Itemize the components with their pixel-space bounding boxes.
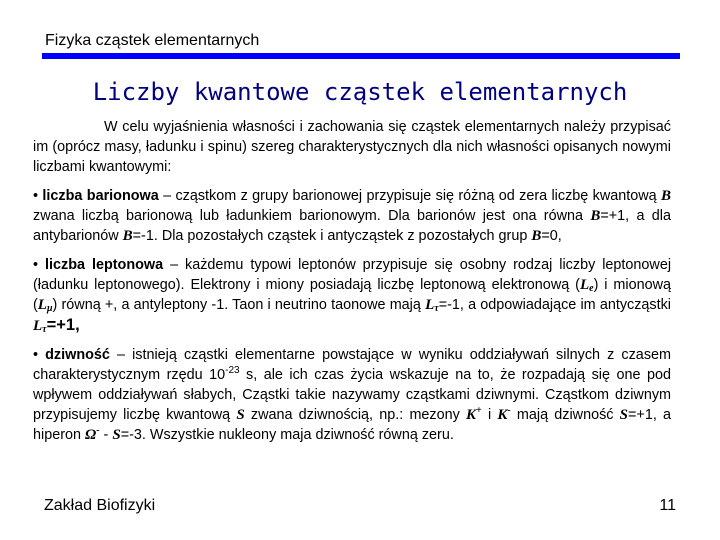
symbol-b: B [122,228,133,244]
bullet: • [33,347,39,363]
symbol-l-mu: $L_\mu$ [37,297,53,314]
baryon-paragraph: • liczba barionowa – cząstkom z grupy barionowej przypisuje się różną od zera liczbę kwantową B zwana liczbą barionową lub ładunkiem barionowym. Dla barionów jest ona równa B=+1, a dla antybarionów B=-1. Dla pozostałych cząstek i antycząstek z pozostałych grup B=0, [33,188,671,244]
header-divider [42,53,680,59]
term-lepton-number: liczba leptonowa [45,257,164,273]
symbol-k-minus: K- [497,405,511,423]
term-baryon-number: liczba barionowa [42,188,159,204]
symbol-s: S [619,407,629,423]
term-strangeness: dziwność [45,347,110,363]
slide-body [33,117,671,454]
symbol-b: B [531,228,542,244]
symbol-l-tau: $L_\tau$ [425,297,439,314]
symbol-l-tau: $L_\tau$ [33,318,47,335]
symbol-b: B [590,208,601,224]
intro-paragraph [33,117,671,177]
symbol-k-plus: K+ [466,405,482,423]
symbol-omega-minus: Ω- [85,425,100,443]
symbol-s: S [112,427,121,443]
symbol-b: B [660,188,671,204]
intro-text: W celu wyjaśnienia własności i zachowania się cząstek elementarnych należy przypisać im (oprócz masy, ładunku i spinu) szereg charakterystycznych dla nich własności opisanych nowymi liczbami kwantowymi: [33,119,671,175]
header-title: Fizyka cząstek elementarnych [45,32,260,49]
page-number: 11 [659,497,676,514]
bullet: • [33,188,39,204]
lepton-paragraph: • liczba leptonowa – każdemu typowi leptonów przypisuje się osobny rodzaj liczby leptonowej (ładunku leptonowego). Elektrony i miony posiadają liczbę leptonową elektronową $(L_e)$ i mionową $(L_\mu)$ równą +, a antyleptony -1. Taon i neutrino taonowe mają $L_\tau=-1$, a odpowiadające im antycząstki $L_\tau=+1$, [33,257,672,335]
slide-title: Liczby kwantowe cząstek elementarnych [92,78,628,106]
footer-department: Zakład Biofizyki [44,497,156,514]
symbol-s: S [236,407,245,423]
strangeness-paragraph: • dziwność – istnieją cząstki elementarne powstające w wyniku oddziaływań silnych z czasem charakterystycznym rzędu $10^{-23}$ s, ale ich czas życia wskazuje na to, że rozpadają się one pod wpływem oddziaływań słabych, Cząstki takie nazywamy cząstkami dziwnymi. Cząstkom dziwnym przypisujemy liczbę kwantową S zwana dziwnością, np.: mezony K+ i K- mają dziwność S=+1, a hiperon Ω- - S=-3. Wszystkie nukleony maja dziwność równą zeru. [33,347,672,443]
bullet: • [33,257,39,273]
symbol-l-e: $L_e$ [579,277,594,294]
